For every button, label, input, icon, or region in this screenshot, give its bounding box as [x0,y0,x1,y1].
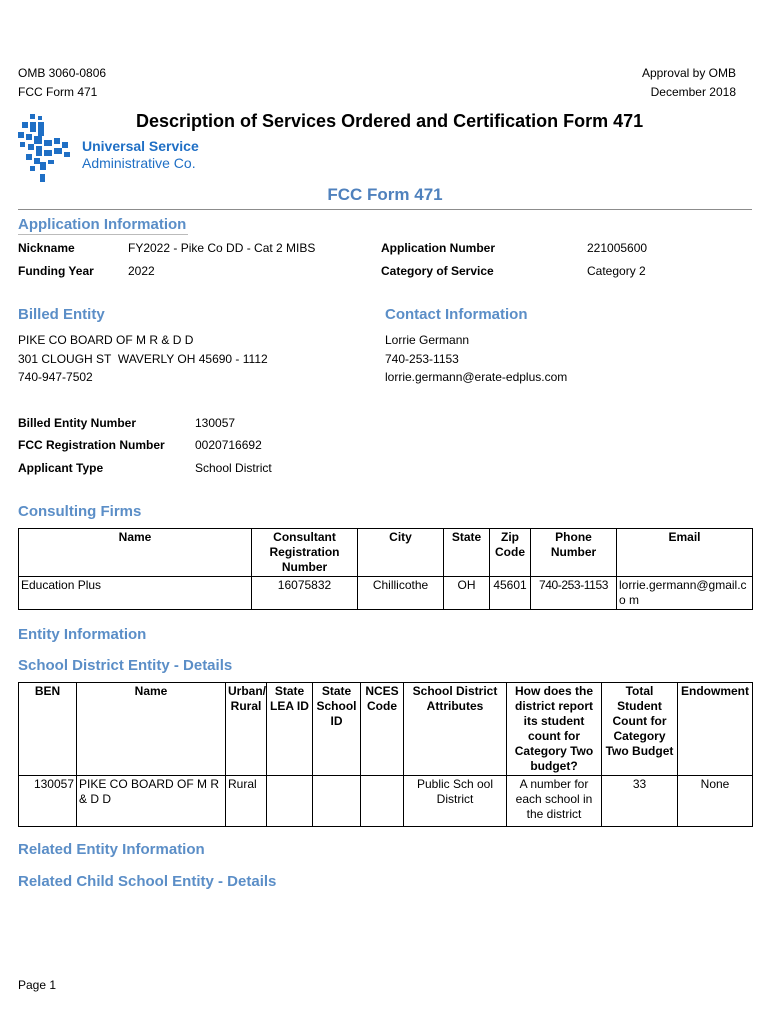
col-state-lea-id: State LEA ID [267,683,313,776]
related-entity-heading: Related Entity Information [18,841,205,858]
col-ben: BEN [19,683,77,776]
billed-entity-address: 301 CLOUGH ST WAVERLY OH 45690 - 1112 [18,351,268,366]
entity-info-heading: Entity Information [18,626,147,643]
ben-value: 130057 [195,416,236,430]
col-total-student-count: Total Student Count for Category Two Budget [602,683,678,776]
cell-endowment: None [678,776,753,827]
header-left [18,64,106,102]
col-district-attributes: School District Attributes [404,683,507,776]
table-header-row [19,683,753,776]
cell-urban-rural: Rural [226,776,267,827]
page-number: Page 1 [18,978,57,992]
contact-email: lorrie.germann@erate-edplus.com [385,370,568,384]
form-title: FCC Form 471 [327,185,443,204]
school-district-table [18,682,753,827]
category-label: Category of Service [381,264,494,278]
col-zip: Zip Code [490,529,531,577]
app-number-label: Application Number [381,241,496,255]
ben-label: Billed Entity Number [18,416,137,430]
divider [18,209,752,210]
col-urban-rural: Urban/ Rural [226,683,267,776]
cell-total-student-count: 33 [602,776,678,827]
col-name: Name [19,529,252,577]
header-right [642,64,736,102]
cell-state-school-id [313,776,361,827]
contact-phone: 740-253-1153 [385,351,459,366]
col-endowment: Endowment [678,683,753,776]
cell-city: Chillicothe [358,577,444,610]
approval-text: Approval by OMB [641,66,736,80]
section-underline [18,234,188,235]
consulting-firms-heading: Consulting Firms [18,503,142,520]
col-phone: Phone Number [531,529,617,577]
billed-entity-address-block [18,331,268,387]
table-row [19,776,753,827]
applicant-type-label: Applicant Type [18,461,104,475]
col-name: Name [77,683,226,776]
cell-state-lea-id [267,776,313,827]
cell-district-attributes: Public Sch ool District [404,776,507,827]
table-row [19,577,753,610]
col-student-count-method: How does the district report its student count for Category Two budget? [507,683,602,776]
cell-zip: 45601 [490,577,531,610]
usac-logo [18,114,218,184]
cell-ben: 130057 [19,776,77,827]
consulting-firms-table [18,528,753,610]
col-city: City [358,529,444,577]
related-child-school-heading: Related Child School Entity - Details [18,873,277,890]
logo-line1: Universal Service [82,138,199,154]
omb-number: OMB 3060-0806 [18,66,107,80]
contact-name: Lorrie Germann [385,333,470,347]
billed-entity-name: PIKE CO BOARD OF M R & D D [18,333,194,347]
category-value: Category 2 [587,264,646,278]
app-number-value: 221005600 [587,241,648,255]
col-state: State [444,529,490,577]
cell-name: PIKE CO BOARD OF M R & D D [77,776,226,827]
billed-entity-phone: 740-947-7502 [18,370,93,384]
approval-date: December 2018 [650,85,736,99]
cell-consultant-reg: 16075832 [252,577,358,610]
col-consultant-reg: Consultant Registration Number [252,529,358,577]
cell-state: OH [444,577,490,610]
table-header-row [19,529,753,577]
applicant-type-value: School District [195,461,272,475]
logo-line2: Administrative Co. [82,155,196,171]
billed-entity-heading: Billed Entity [18,306,105,323]
document-title: Description of Services Ordered and Certification Form 471 [136,111,644,131]
funding-year-label: Funding Year [18,264,94,278]
school-district-heading: School District Entity - Details [18,657,233,674]
application-info-heading: Application Information [18,216,187,233]
col-state-school-id: State School ID [313,683,361,776]
fcc-reg-value: 0020716692 [195,438,262,452]
col-nces-code: NCES Code [361,683,404,776]
funding-year-value: 2022 [128,264,155,278]
fcc-reg-label: FCC Registration Number [18,438,165,452]
cell-phone: 740-253-1153 [531,577,617,610]
cell-nces-code [361,776,404,827]
form-number: FCC Form 471 [18,85,98,99]
contact-block [385,331,567,387]
contact-info-heading: Contact Information [385,306,528,323]
usac-logo-icon [18,114,78,184]
col-email: Email [617,529,753,577]
nickname-value: FY2022 - Pike Co DD - Cat 2 MIBS [128,241,316,255]
nickname-label: Nickname [18,241,75,255]
cell-email: lorrie.germann@gmail.co m [617,577,753,610]
cell-student-count-method: A number for each school in the district [507,776,602,827]
cell-name: Education Plus [19,577,252,610]
